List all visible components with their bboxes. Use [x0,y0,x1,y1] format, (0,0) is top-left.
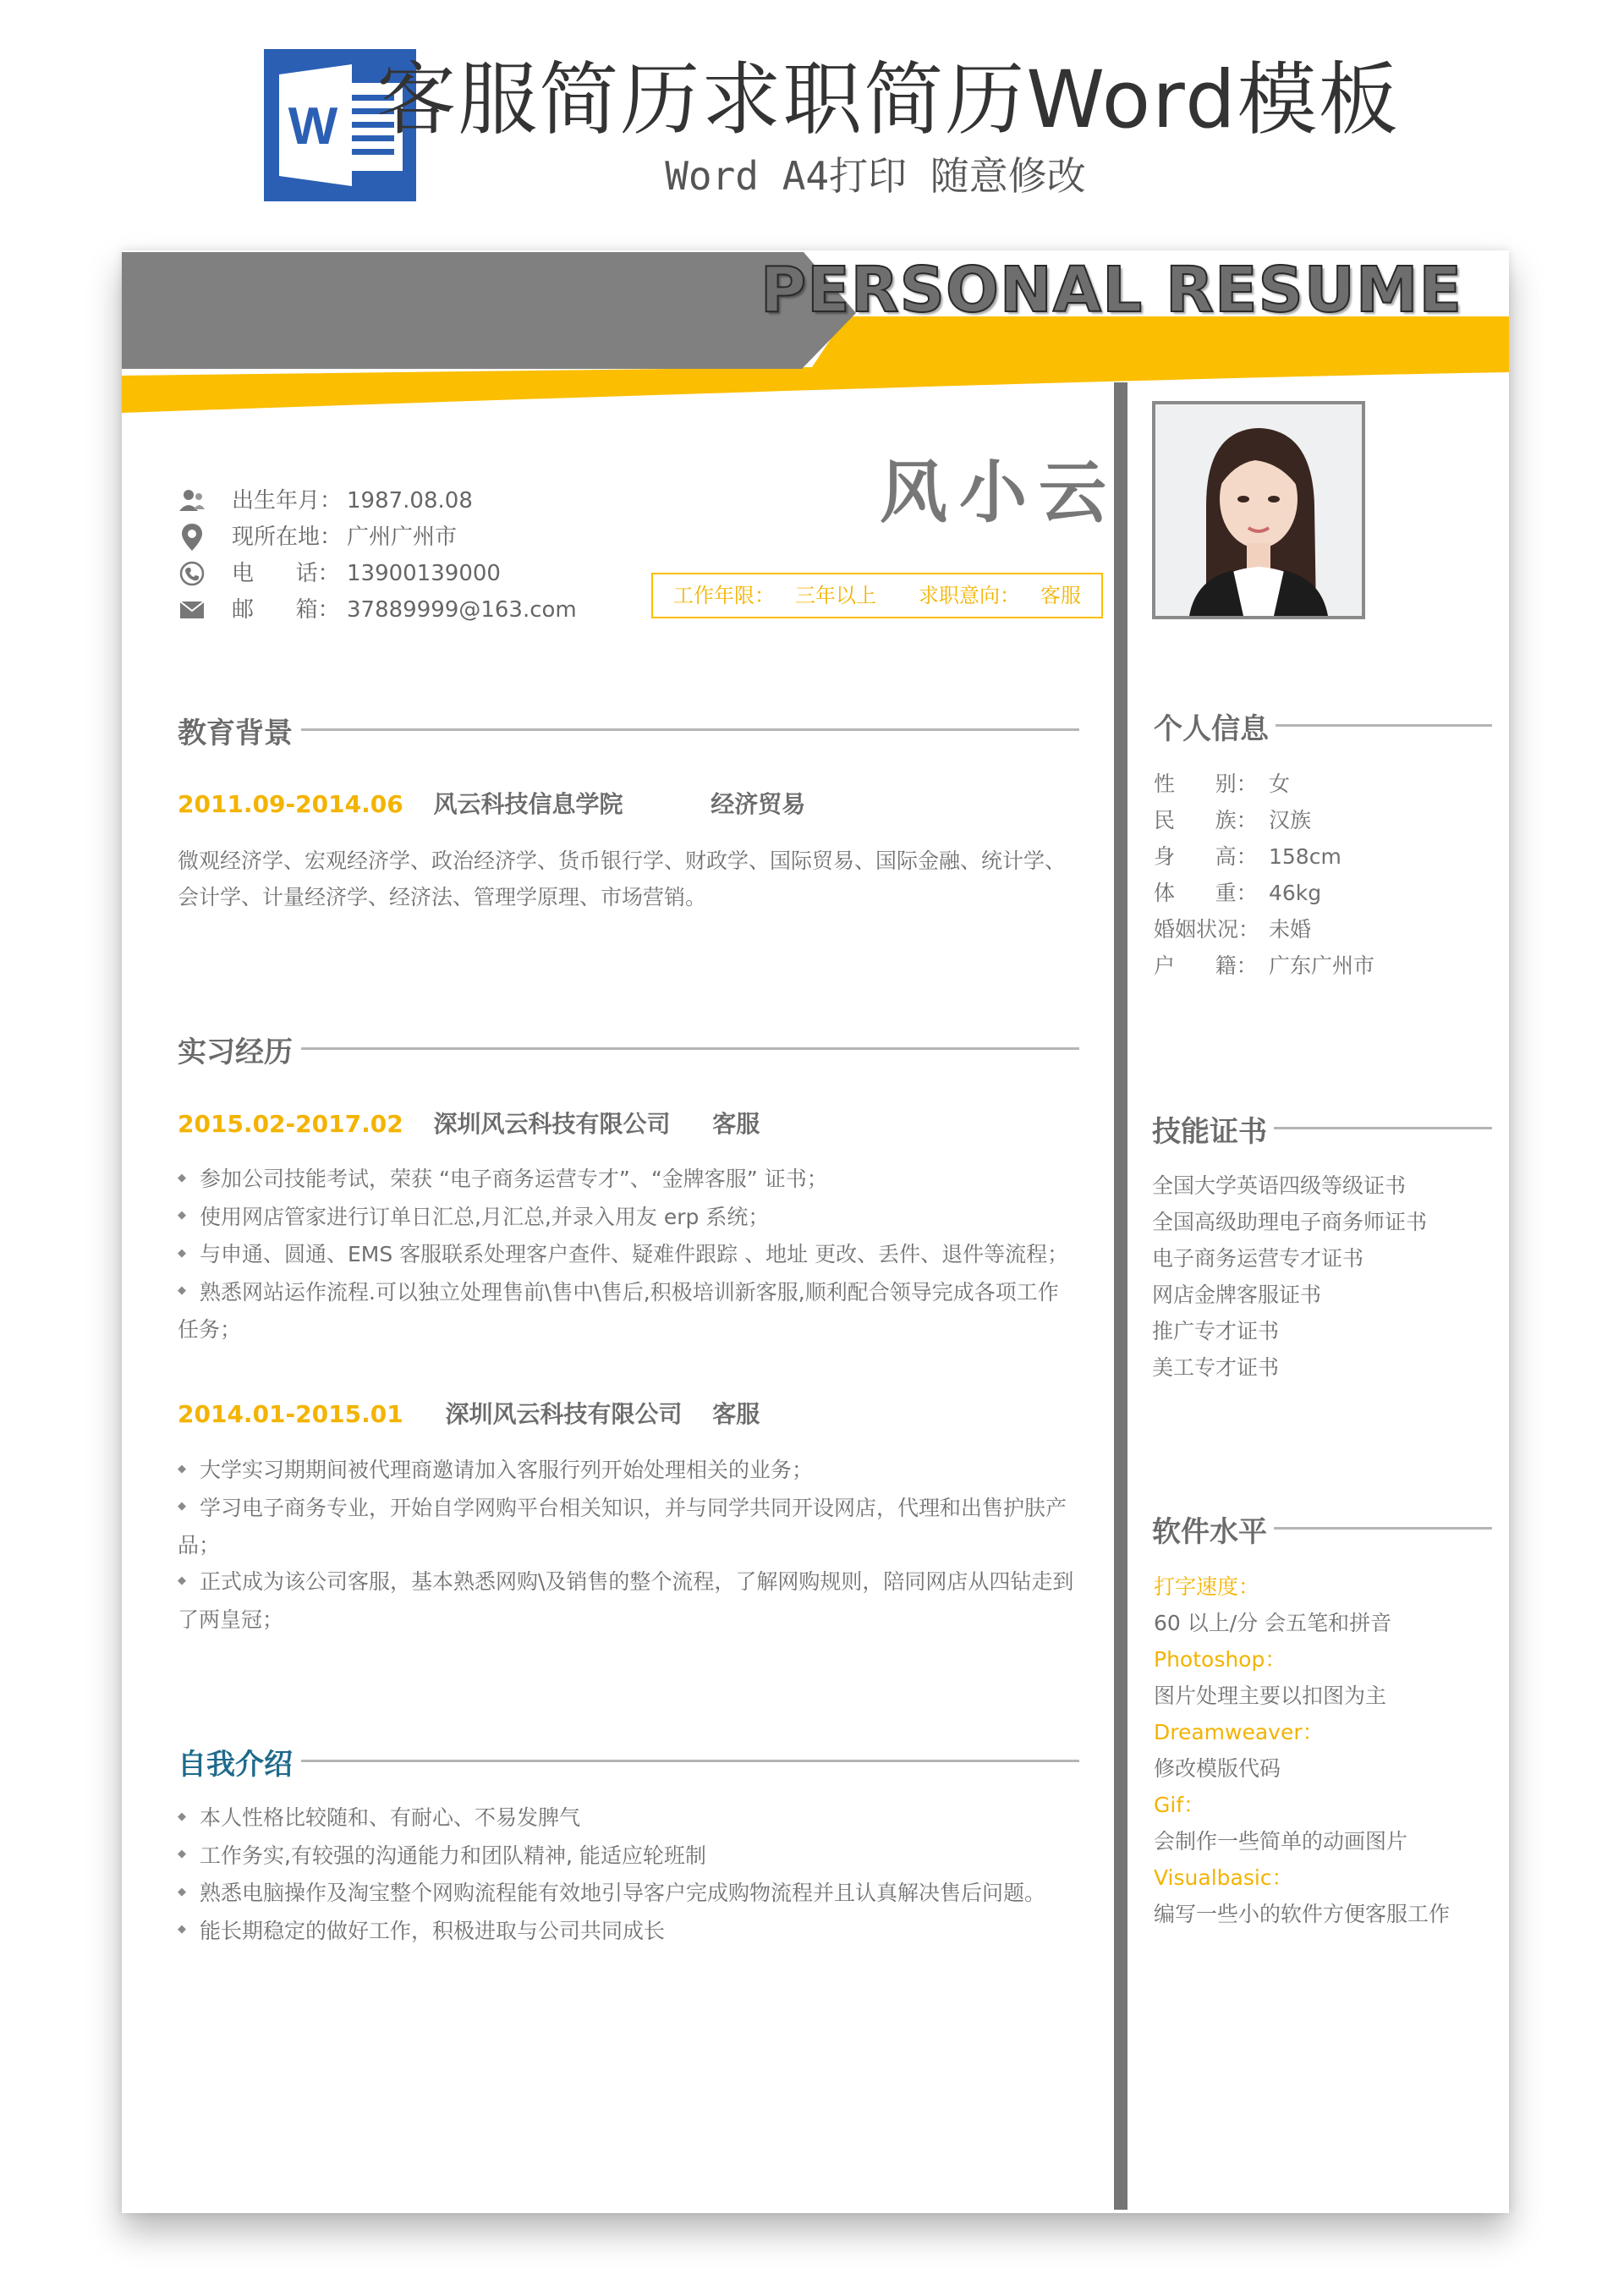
info-value: 广州广州市 [347,525,458,550]
info-value: 未婚 [1269,917,1312,942]
intent-value: 客服 [1040,584,1081,607]
list-item: ◆ 本人性格比较随和、有耐心、不易发脾气 [178,1799,1074,1837]
education-courses: 微观经济学、宏观经济学、政治经济学、货币银行学、财政学、国际贸易、国际金融、统计学、会计学、计量经济学、经济法、管理学原理、市场营销。 [178,849,1067,909]
word-logo-letter: W [288,97,338,156]
certificate-item: 网店金牌客服证书 [1152,1283,1322,1307]
banner-subtitle: Word A4打印 随意修改 [665,153,1086,199]
education-title-line [301,728,1079,731]
info-value: 46kg [1269,881,1322,905]
education-title: 教育背景 [178,717,293,750]
info-key: 户 籍： [1154,953,1258,978]
job-entry-2 [178,1396,760,1433]
info-value: 女 [1269,772,1291,796]
job-date: 2014.01-2015.01 [178,1400,403,1428]
job-entry-1 [178,1106,760,1143]
info-key: 体 重： [1154,881,1258,905]
job-summary-box [651,573,1103,618]
job-role: 客服 [712,1400,760,1428]
education-entry [178,786,805,823]
intent-label: 求职意向： [919,584,1020,607]
list-item: ◆ 大学实习期期间被代理商邀请加入客服行列开始处理相关的业务； [178,1452,1074,1490]
job-company: 深圳风云科技有限公司 [445,1400,683,1428]
banner-title: 客服简历求职简历Word模板 [376,54,1400,146]
years-value: 三年以上 [795,584,876,607]
info-label: 电 话： [232,561,340,586]
info-location-row [178,520,457,554]
software-title: 软件水平 [1152,1515,1267,1549]
info-email-row [178,593,577,627]
self-intro-title: 自我介绍 [178,1748,293,1782]
job-1-bullets [178,1161,1074,1348]
list-item: ◆ 正式成为该公司客服，基本熟悉网购\及销售的整个流程，了解网购规则，陪同网店从四钻走到了两皇冠； [178,1563,1074,1638]
list-item: ◆ 工作务实,有较强的沟通能力和团队精神, 能适应轮班制 [178,1837,1074,1876]
certificate-item: 全国高级助理电子商务师证书 [1152,1210,1428,1234]
personal-info-row [1154,911,1311,948]
envelope-icon [178,596,206,624]
info-key: 性 别： [1154,772,1258,796]
education-school: 风云科技信息学院 [433,790,623,818]
internship-title: 实习经历 [178,1035,293,1069]
internship-title-line [301,1047,1079,1050]
certificate-item: 电子商务运营专才证书 [1152,1246,1364,1271]
personal-info-row [1154,948,1374,984]
software-title-line [1274,1527,1492,1530]
info-value: 13900139000 [347,561,501,586]
phone-icon [178,559,206,588]
list-item: ◆ 熟悉网站运作流程.可以独立处理售前\售中\售后,积极培训新客服,顺利配合领导完成各项工作任务； [178,1274,1074,1348]
info-value: 1987.08.08 [347,488,473,514]
location-pin-icon [178,523,206,552]
education-major: 经济贸易 [710,790,806,818]
candidate-name: 风小云 [880,453,1118,532]
info-value: 37889999@163.com [347,597,577,623]
list-item: ◆ 学习电子商务专业，开始自学网购平台相关知识，并与同学共同开设网店，代理和出售护肤产品； [178,1490,1074,1564]
profile-photo [1152,401,1365,619]
personal-info-row [1154,838,1341,875]
info-key: 身 高： [1154,844,1258,869]
certificate-item: 全国大学英语四级等级证书 [1152,1173,1407,1198]
info-value: 汉族 [1269,808,1312,832]
list-item: ◆ 参加公司技能考试，荣获 “电子商务运营专才”、“金牌客服” 证书； [178,1161,1074,1199]
list-item: ◆ 与申通、圆通、EMS 客服联系处理客户查件、疑难件跟踪 、地址 更改、丢件、退件等流程； [178,1236,1074,1274]
column-divider [1114,382,1127,2210]
info-label: 出生年月： [232,488,343,514]
software-value: 会制作一些简单的动画图片 [1154,1829,1408,1854]
certificate-item: 美工专才证书 [1152,1355,1280,1380]
software-label: Visualbasic： [1154,1865,1293,1890]
user-icon [178,486,206,515]
personal-info-row [1154,802,1311,838]
job-company: 深圳风云科技有限公司 [433,1110,671,1138]
info-label: 现所在地： [232,525,343,550]
info-key: 民 族： [1154,808,1258,832]
self-intro-bullets [178,1799,1074,1950]
info-value: 158cm [1269,844,1341,869]
personal-info-title-line [1276,724,1492,727]
personal-info-title: 个人信息 [1154,712,1269,746]
software-label: Dreamweaver： [1154,1720,1324,1744]
job-role: 客服 [712,1110,760,1138]
job-2-bullets [178,1452,1074,1638]
list-item: ◆ 熟悉电脑操作及淘宝整个网购流程能有效地引导客户完成购物流程并且认真解决售后问题。 [178,1875,1074,1913]
software-label: 打字速度： [1154,1574,1260,1599]
software-value: 修改模版代码 [1154,1756,1281,1781]
years-label: 工作年限： [673,584,775,607]
list-item: ◆ 能长期稳定的做好工作，积极进取与公司共同成长 [178,1913,1074,1951]
software-label: Gif： [1154,1793,1205,1817]
software-label: Photoshop： [1154,1647,1287,1672]
software-value: 60 以上/分 会五笔和拼音 [1154,1611,1392,1635]
education-date: 2011.09-2014.06 [178,790,403,818]
self-intro-title-line [301,1760,1079,1762]
list-item: ◆ 使用网店管家进行订单日汇总,月汇总,并录入用友 erp 系统； [178,1199,1074,1237]
info-value: 广东广州市 [1269,953,1375,978]
info-phone-row [178,557,501,590]
software-value: 图片处理主要以扣图为主 [1154,1684,1387,1708]
personal-info-row [1154,875,1321,911]
info-label: 邮 箱： [232,597,340,623]
job-date: 2015.02-2017.02 [178,1110,403,1138]
software-value: 编写一些小的软件方便客服工作 [1154,1902,1451,1926]
personal-info-row [1154,766,1290,802]
certificates-title-line [1274,1127,1492,1129]
info-birth-row [178,484,473,518]
resume-title: PERSONAL RESUME [760,254,1463,327]
certificates-title: 技能证书 [1152,1115,1267,1149]
certificate-item: 推广专才证书 [1152,1319,1280,1343]
info-key: 婚姻状况： [1154,917,1260,942]
